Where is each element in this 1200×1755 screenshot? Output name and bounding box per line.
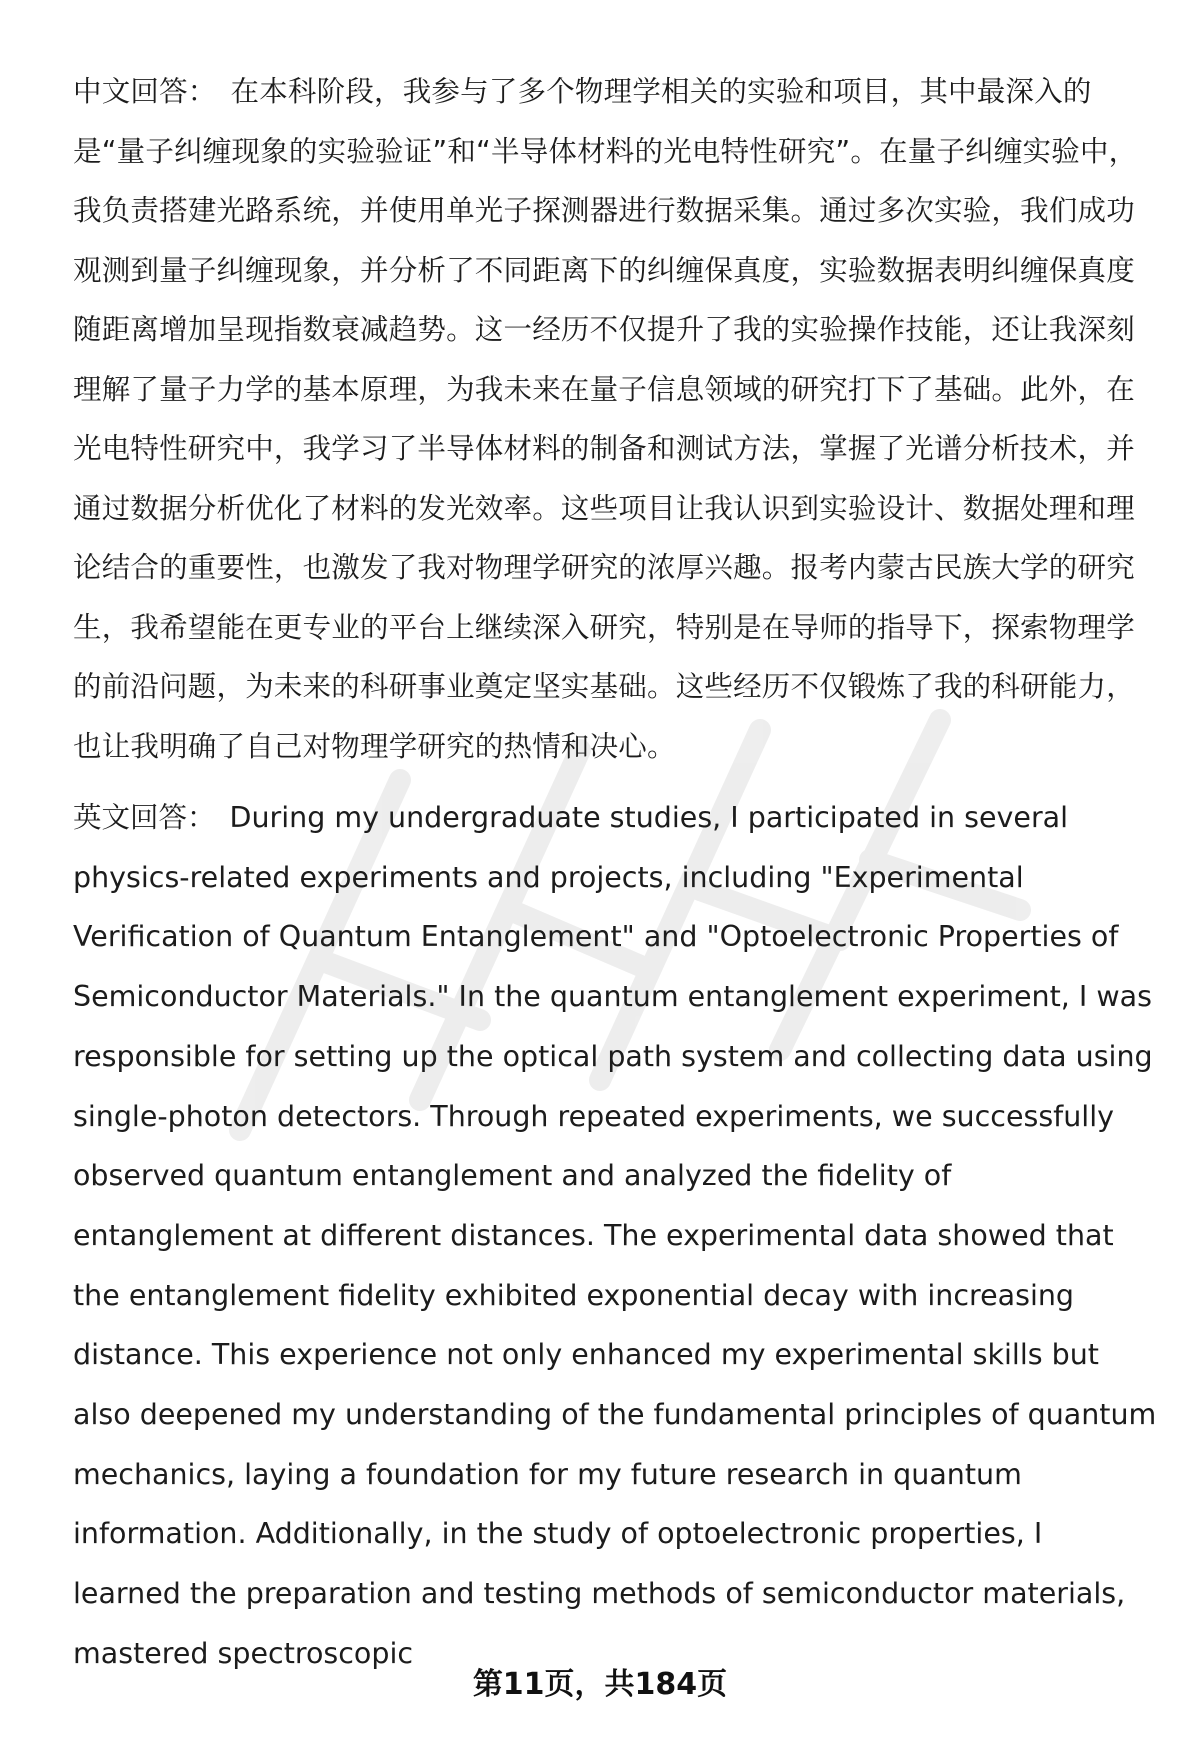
- english-answer-label: 英文回答：: [73, 801, 216, 834]
- english-answer-text: During my undergraduate studies, I participated in several physics-related experiments and projects, including "Experimental Verification of Quantum Entanglement" and "Optoelectronic Properties of Semiconductor Materials." In the quantum entanglement experiment, I was responsible for setting up the optical path system and collecting data using single-photon detectors. Through repeated experiments, we successfully observed quantum entanglement and analyzed the fidelity of entanglement at different distances. The experimental data showed that the entanglement fidelity exhibited exponential decay with increasing distance. This experience not only enhanced my experimental skills but also deepened my understanding of the fundamental principles of quantum mechanics, laying a foundation for my future research in quantum information. Additionally, in the study of optoelectronic properties, I learned the preparation and testing methods of semiconductor materials, mastered spectroscopic: [73, 801, 1157, 1670]
- english-answer-paragraph: [73, 788, 1158, 1684]
- chinese-answer-label: 中文回答：: [73, 75, 217, 108]
- chinese-answer-text: 在本科阶段，我参与了多个物理学相关的实验和项目，其中最深入的是“量子纠缠现象的实验验证”和“半导体材料的光电特性研究”。在量子纠缠实验中，我负责搭建光路系统，并使用单光子探测器进行数据采集。通过多次实验，我们成功观测到量子纠缠现象，并分析了不同距离下的纠缠保真度，实验数据表明纠缠保真度随距离增加呈现指数衰减趋势。这一经历不仅提升了我的实验操作技能，还让我深刻理解了量子力学的基本原理，为我未来在量子信息领域的研究打下了基础。此外，在光电特性研究中，我学习了半导体材料的制备和测试方法，掌握了光谱分析技术，并通过数据分析优化了材料的发光效率。这些项目让我认识到实验设计、数据处理和理论结合的重要性，也激发了我对物理学研究的浓厚兴趣。报考内蒙古民族大学的研究生，我希望能在更专业的平台上继续深入研究，特别是在导师的指导下，探索物理学的前沿问题，为未来的科研事业奠定坚实基础。这些经历不仅锻炼了我的科研能力，也让我明确了自己对物理学研究的热情和决心。: [73, 75, 1138, 763]
- page-number-footer: 第11页，共184页: [472, 1667, 728, 1702]
- chinese-answer-paragraph: [73, 62, 1158, 776]
- document-body: [73, 62, 1158, 1684]
